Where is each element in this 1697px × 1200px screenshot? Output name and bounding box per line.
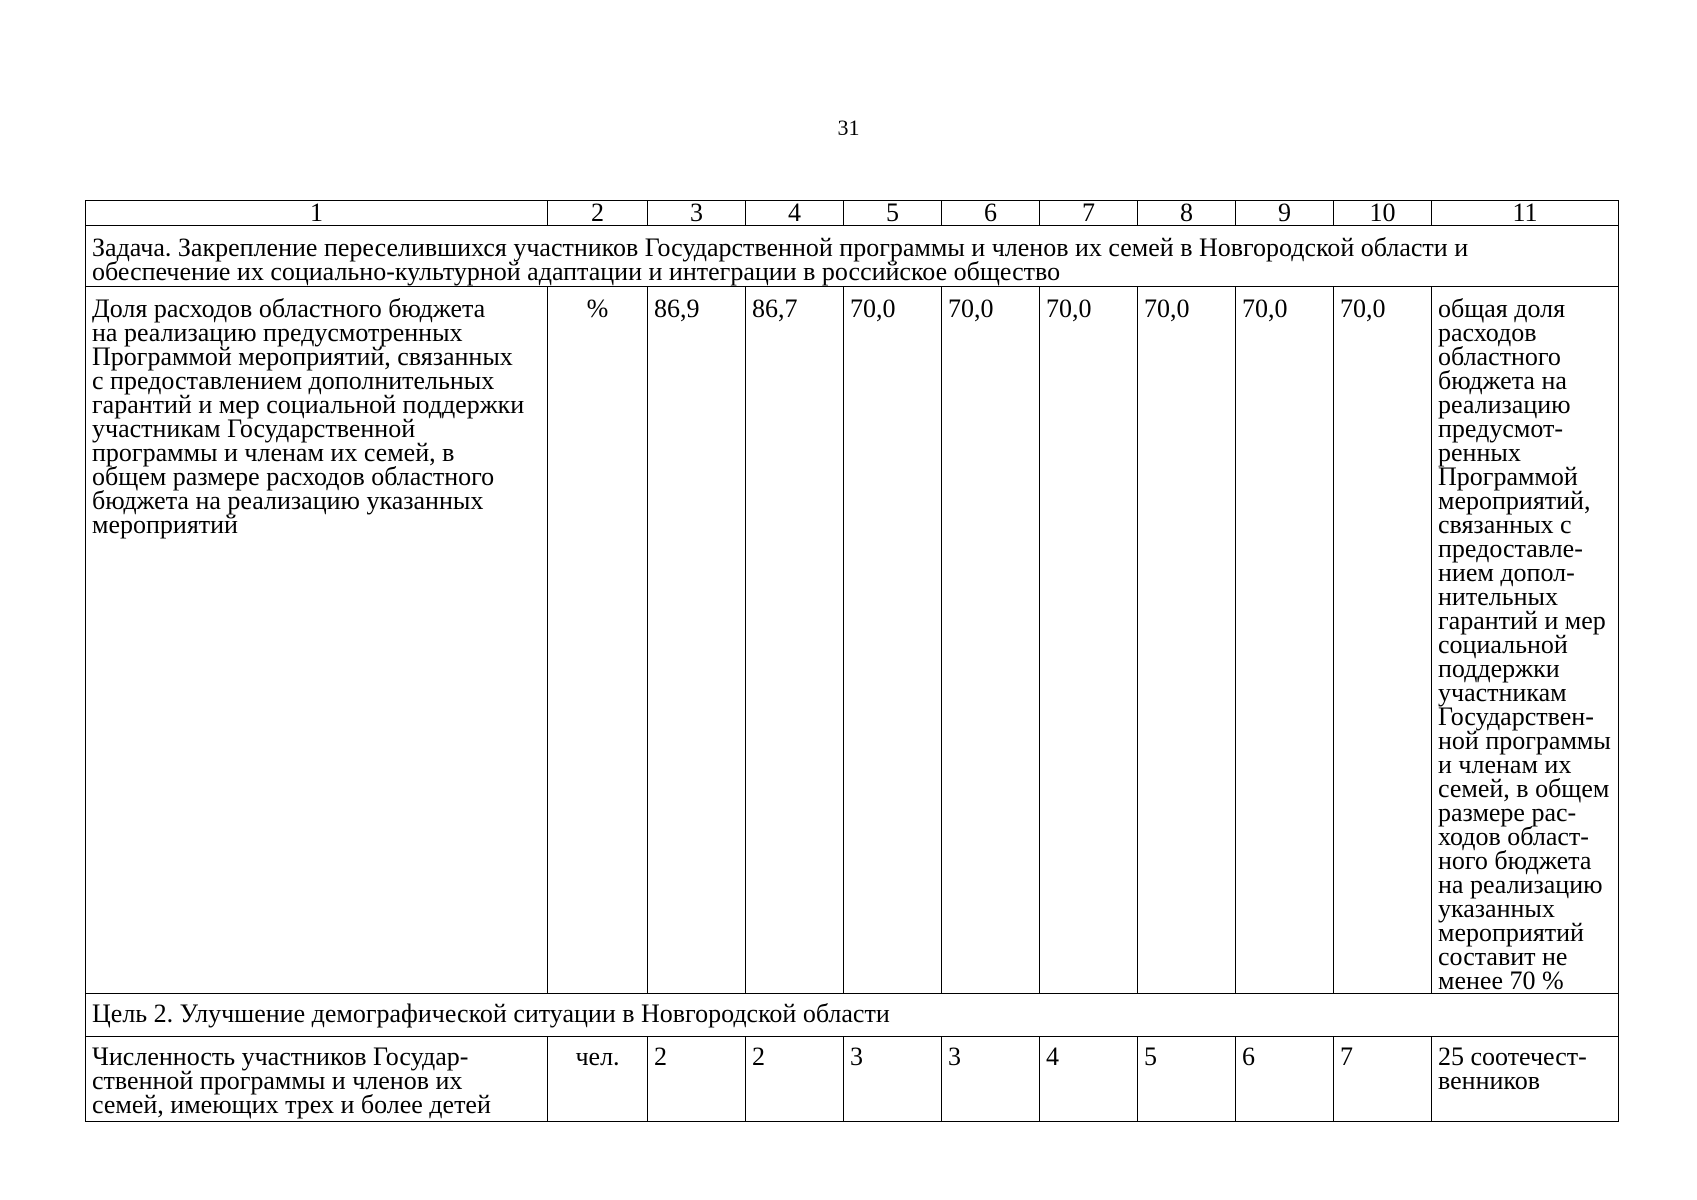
indicator-name xyxy=(86,1037,548,1122)
task-line: обеспечение их социально-культурной адаптации и интеграции в российское общество xyxy=(92,257,1061,286)
text-line: венников xyxy=(1438,1066,1540,1095)
value-cell: 2 xyxy=(746,1037,844,1122)
text-line: ной программы xyxy=(1438,726,1611,755)
text-line: связанных с xyxy=(1438,510,1572,539)
text-line: менее 70 % xyxy=(1438,966,1564,995)
text-line: мероприятий, xyxy=(1438,486,1591,515)
text-line: на реализацию xyxy=(1438,870,1603,899)
text-line: ственной программы и членов их xyxy=(92,1066,463,1095)
column-numbers-row xyxy=(86,201,1619,226)
text-line: Государствен- xyxy=(1438,702,1594,731)
text-line: социальной xyxy=(1438,630,1568,659)
table-row xyxy=(86,287,1619,994)
column-number: 3 xyxy=(648,201,746,226)
text-line: семей, имеющих трех и более детей xyxy=(92,1090,491,1119)
text-line: Программой мероприятий, связанных xyxy=(92,342,513,371)
task-line: Задача. Закрепление переселившихся участников Государственной программы и членов их семей в Новгородской области и xyxy=(92,233,1469,262)
value-cell: 70,0 xyxy=(942,287,1040,994)
text-line: предоставле- xyxy=(1438,534,1583,563)
unit-cell: % xyxy=(548,287,648,994)
text-line: указанных xyxy=(1438,894,1555,923)
value-cell: 86,9 xyxy=(648,287,746,994)
value-cell: 4 xyxy=(1040,1037,1138,1122)
column-number: 7 xyxy=(1040,201,1138,226)
text-line: областного xyxy=(1438,342,1561,371)
goal-row xyxy=(86,994,1619,1037)
task-heading xyxy=(86,226,1619,287)
text-line: семей, в общем xyxy=(1438,774,1610,803)
value-cell: 70,0 xyxy=(1040,287,1138,994)
text-line: с предоставлением дополнительных xyxy=(92,366,495,395)
text-line: реализацию xyxy=(1438,390,1571,419)
unit-cell: чел. xyxy=(548,1037,648,1122)
value-cell: 3 xyxy=(942,1037,1040,1122)
text-line: участникам xyxy=(1438,678,1567,707)
text-line: ходов област- xyxy=(1438,822,1589,851)
text-line: Доля расходов областного бюджета xyxy=(92,294,486,323)
value-cell: 70,0 xyxy=(1138,287,1236,994)
text-line: нительных xyxy=(1438,582,1558,611)
text-line: расходов xyxy=(1438,318,1537,347)
text-line: на реализацию предусмотренных xyxy=(92,318,463,347)
text-line: общая доля xyxy=(1438,294,1566,323)
text-line: общем размере расходов областного xyxy=(92,462,495,491)
text-line: ного бюджета xyxy=(1438,846,1592,875)
value-cell: 2 xyxy=(648,1037,746,1122)
column-number: 11 xyxy=(1432,201,1619,226)
value-cell: 86,7 xyxy=(746,287,844,994)
goal-heading: Цель 2. Улучшение демографической ситуации в Новгородской области xyxy=(86,994,1619,1037)
text-line: программы и членам их семей, в xyxy=(92,438,455,467)
value-cell: 5 xyxy=(1138,1037,1236,1122)
column-number: 9 xyxy=(1236,201,1334,226)
column-number: 8 xyxy=(1138,201,1236,226)
value-cell: 70,0 xyxy=(1236,287,1334,994)
text-line: нием допол- xyxy=(1438,558,1575,587)
column-number: 6 xyxy=(942,201,1040,226)
column-number: 10 xyxy=(1334,201,1432,226)
text-line: гарантий и мер социальной поддержки xyxy=(92,390,525,419)
value-cell: 6 xyxy=(1236,1037,1334,1122)
text-line: размере рас- xyxy=(1438,798,1577,827)
column-number: 2 xyxy=(548,201,648,226)
indicator-name xyxy=(86,287,548,994)
column-number: 1 xyxy=(86,201,548,226)
text-line: составит не xyxy=(1438,942,1568,971)
text-line: Численность участников Государ- xyxy=(92,1042,469,1071)
value-cell: 3 xyxy=(844,1037,942,1122)
table-row xyxy=(86,1037,1619,1122)
indicators-table xyxy=(85,200,1619,1122)
column-number: 4 xyxy=(746,201,844,226)
note-cell xyxy=(1432,287,1619,994)
text-line: ренных xyxy=(1438,438,1521,467)
text-line: гарантий и мер xyxy=(1438,606,1606,635)
text-line: мероприятий xyxy=(92,510,238,539)
text-line: поддержки xyxy=(1438,654,1560,683)
text-line: и членам их xyxy=(1438,750,1572,779)
value-cell: 70,0 xyxy=(844,287,942,994)
column-number: 5 xyxy=(844,201,942,226)
text-line: бюджета на xyxy=(1438,366,1567,395)
text-line: 25 соотечест- xyxy=(1438,1042,1587,1071)
text-line: мероприятий xyxy=(1438,918,1584,947)
value-cell: 70,0 xyxy=(1334,287,1432,994)
note-cell xyxy=(1432,1037,1619,1122)
text-line: Программой xyxy=(1438,462,1578,491)
task-row xyxy=(86,226,1619,287)
value-cell: 7 xyxy=(1334,1037,1432,1122)
page-number: 31 xyxy=(837,115,860,140)
text-line: бюджета на реализацию указанных xyxy=(92,486,484,515)
text-line: участникам Государственной xyxy=(92,414,416,443)
text-line: предусмот- xyxy=(1438,414,1564,443)
